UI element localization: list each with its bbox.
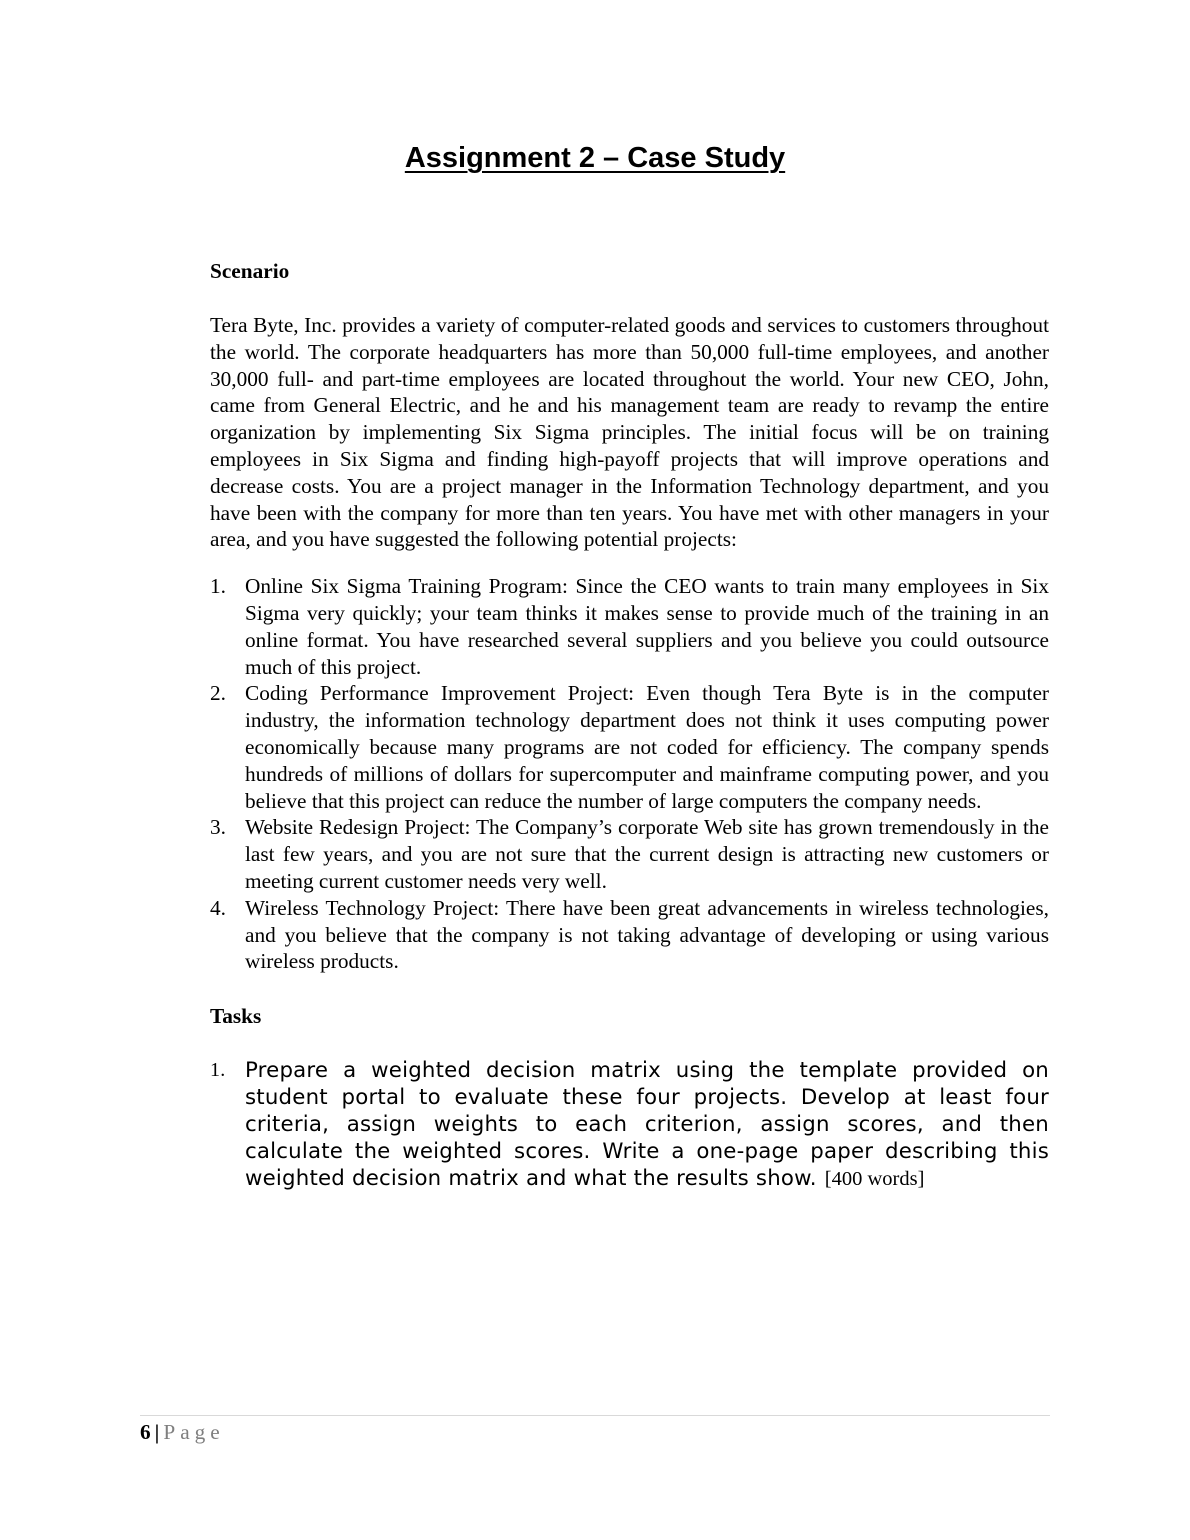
list-item-text: Wireless Technology Project: There have been great advancements in wireless technologies, and you believe that the company is not taking advantage of developing or using various wireless products. <box>245 895 1049 974</box>
task-list <box>210 1057 1049 1193</box>
document-body <box>210 257 1049 1193</box>
list-item-text: Coding Performance Improvement Project: Even though Tera Byte is in the computer industry, the information technology department does not think it uses computing power economically because many programs are not coded for efficiency. The company spends hundreds of millions of dollars for supercomputer and mainframe computing power, and you believe that this project can reduce the number of large computers the company needs. <box>245 681 1049 813</box>
list-item <box>210 1057 1049 1193</box>
list-number: 3. <box>210 815 226 840</box>
project-list <box>210 573 1049 975</box>
list-item <box>210 573 1049 680</box>
list-number: 1. <box>210 1059 226 1082</box>
list-item <box>210 680 1049 814</box>
page-label: Page <box>163 1420 225 1444</box>
scenario-paragraph: Tera Byte, Inc. provides a variety of computer-related goods and services to customers throughout the world. The corporate headquarters has more than 50,000 full-time employees, and another 30,000 full- and part-time employees are located throughout the world. Your new CEO, John, came from General Electric, and he and his management team are ready to revamp the entire organization by implementing Six Sigma principles. The initial focus will be on training employees in Six Sigma and finding high-payoff projects that will improve operations and decrease costs. You are a project manager in the Information Technology department, and you have been with the company for more than ten years. You have met with other managers in your area, and you have suggested the following potential projects: <box>210 313 1049 552</box>
scenario-heading: Scenario <box>210 259 290 283</box>
footer-separator: | <box>154 1420 160 1444</box>
footer-divider <box>140 1415 1050 1416</box>
list-item <box>210 895 1049 975</box>
list-item-text: Website Redesign Project: The Company’s corporate Web site has grown tremendously in the last few years, and you are not sure that the current design is attracting new customers or meeting current customer needs very well. <box>245 815 1049 893</box>
task-text: Prepare a weighted decision matrix using the template provided on student portal to evaluate these four projects. Develop at least four criteria, assign weights to each criterion, assign scores, and then calculate the weighted scores. Write a one-page paper describing this weighted decision matrix and what the results show. <box>245 1058 1049 1192</box>
list-number: 2. <box>210 681 226 706</box>
tasks-heading: Tasks <box>210 1004 262 1029</box>
list-item <box>210 814 1049 894</box>
page-number: 6 <box>140 1420 151 1444</box>
list-item-text: Online Six Sigma Training Program: Since the CEO wants to train many employees in Six Sigma very quickly; your team thinks it makes sense to provide much of the training in an online format. You have researched several suppliers and you believe you could outsource much of this project. <box>245 574 1049 679</box>
word-limit: [400 words] <box>824 1168 925 1191</box>
page-footer <box>140 1418 225 1446</box>
list-number: 1. <box>210 574 226 599</box>
document-title: Assignment 2 – Case Study <box>404 142 786 174</box>
list-number: 4. <box>210 895 226 920</box>
